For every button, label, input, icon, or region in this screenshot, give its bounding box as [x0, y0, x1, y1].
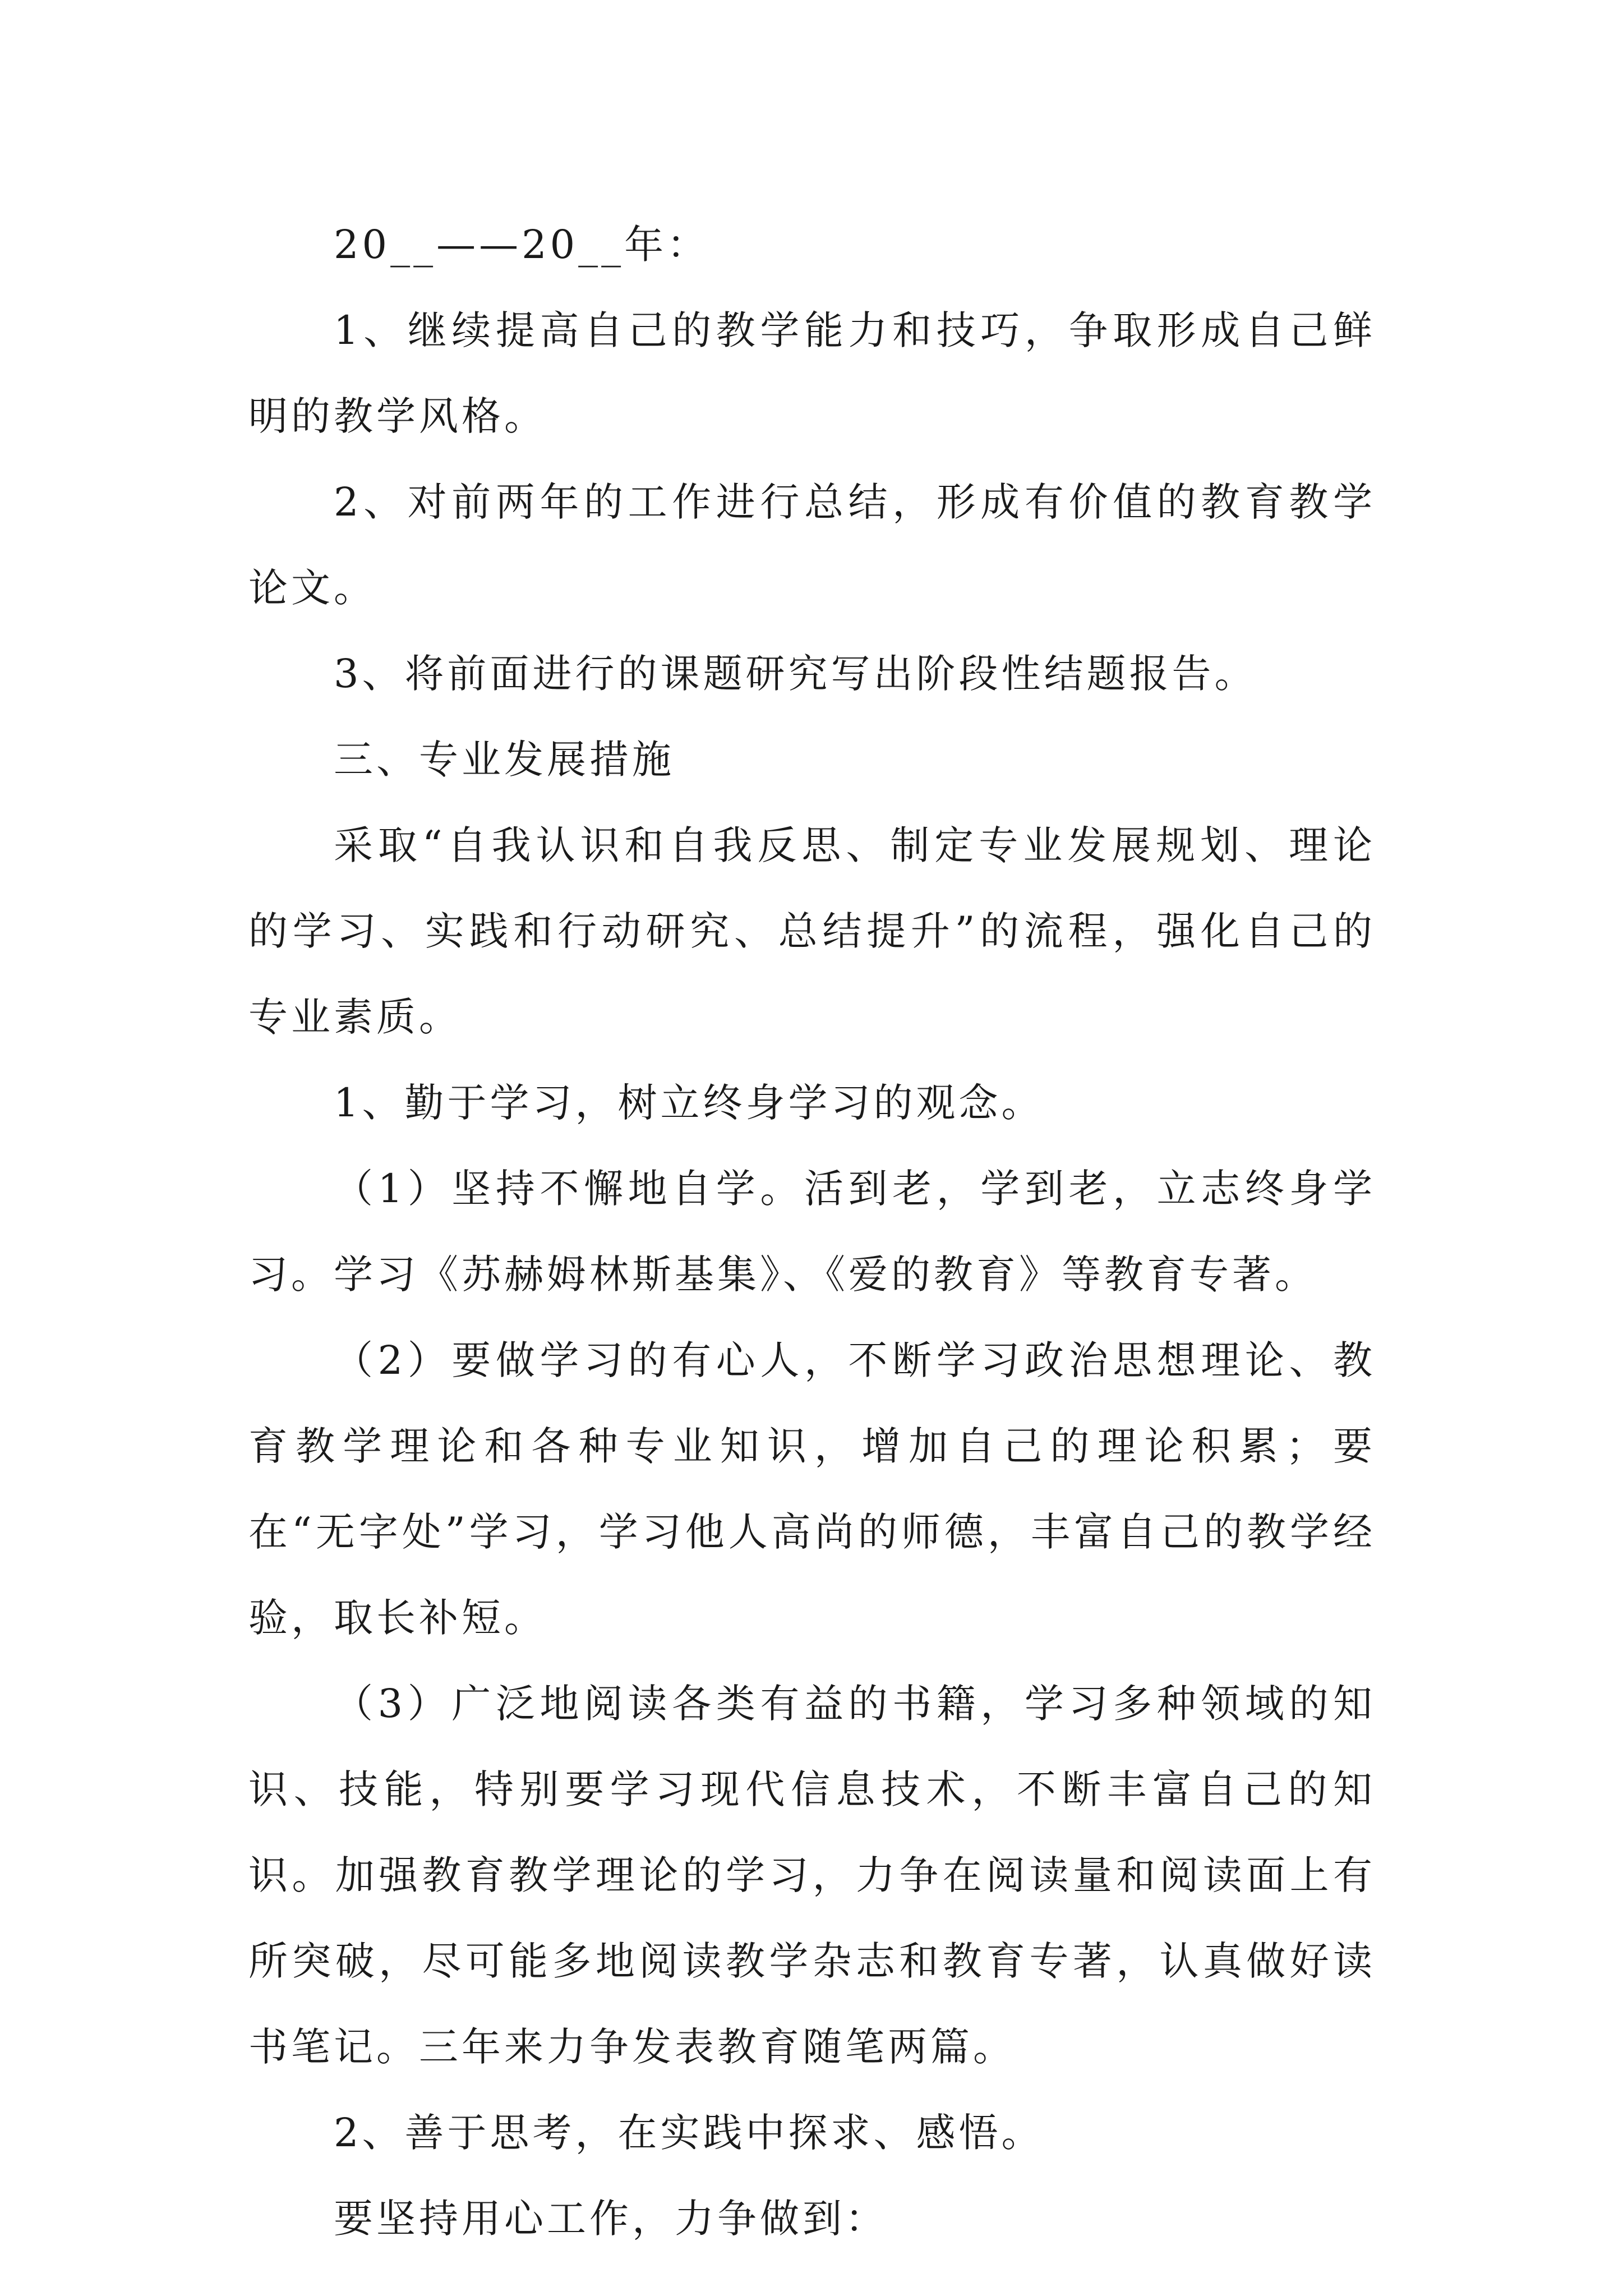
paragraph-goal-1: 1、继续提高自己的教学能力和技巧，争取形成自己鲜明的教学风格。 — [248, 307, 1376, 439]
paragraph-thinking-heading: 2、善于思考，在实践中探求、感悟。 — [334, 2110, 1044, 2156]
paragraph-study-heading: 1、勤于学习，树立终身学习的观念。 — [334, 1080, 1044, 1126]
paragraph-thinking-intro: 要坚持用心工作，力争做到： — [334, 2196, 888, 2242]
paragraph-goal-3: 3、将前面进行的课题研究写出阶段性结题报告。 — [334, 651, 1257, 697]
paragraph-goal-2: 2、对前两年的工作进行总结，形成有价值的教育教学论文。 — [248, 479, 1376, 611]
paragraph-study-item-3: （3）广泛地阅读各类有益的书籍，学习多种领域的知识、技能，特别要学习现代信息技术，不断丰富自己的知识。加强教育教学理论的学习，力争在阅读量和阅读面上有所突破，尽可能多地阅读教学杂志和教育专著，认真做好读书笔记。三年来力争发表教育随笔两篇。 — [248, 1681, 1376, 2070]
paragraph-study-item-1: （1）坚持不懈地自学。活到老，学到老，立志终身学习。学习《苏赫姆林斯基集》、《爱的教育》等教育专著。 — [248, 1166, 1376, 1297]
paragraph-year-range-heading: 20__——20__年： — [334, 222, 710, 268]
paragraph-measures-intro: 采取“自我认识和自我反思、制定专业发展规划、理论的学习、实践和行动研究、总结提升”的流程，强化自己的专业素质。 — [248, 822, 1376, 1040]
paragraph-study-item-2: （2）要做学习的有心人，不断学习政治思想理论、教育教学理论和各种专业知识，增加自己的理论积累；要在“无字处”学习，学习他人高尚的师德，丰富自己的教学经验，取长补短。 — [248, 1337, 1376, 1641]
section-heading-measures: 三、专业发展措施 — [334, 737, 675, 783]
document-body — [248, 202, 1376, 2262]
